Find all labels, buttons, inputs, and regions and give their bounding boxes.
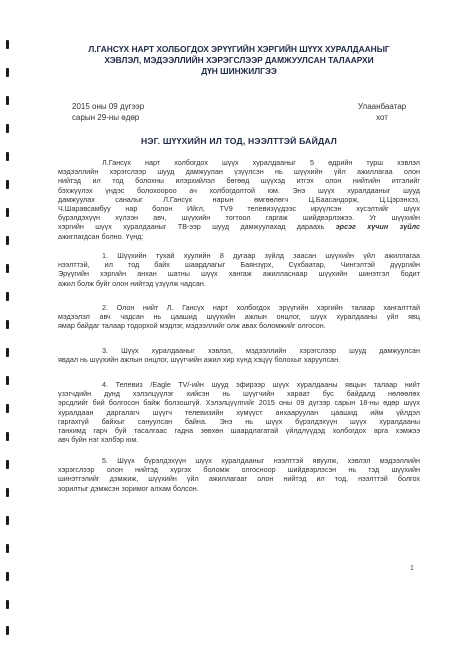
- text-line: ажил болж буйг олон нийтэд үзүүлж чадсан.: [58, 278, 206, 288]
- text-line: гаргахгүй байхыг сануулсан байна. Энэ нь шүүх бүрэлдэхүүн шүүх хуралдааны: [58, 416, 420, 426]
- binding-mark: [6, 488, 9, 497]
- text-line: Л.Гансүх нарт холбогдох шүүх хуралдааныг 5 өдрийн турш хэвлэл: [102, 158, 420, 167]
- paragraph-point-4: [58, 380, 420, 444]
- text-line: Эрүүгийн хэргийн анхан шатны шүүх хангаж ажилласнаар шүүхийн шинэтгэл бодит: [58, 269, 420, 279]
- place-line: хот: [376, 113, 388, 122]
- text-line: [58, 222, 420, 231]
- text-line: нийтэд ил тод болохны илэрхийлэл бөгөөд шүүхэд итгэх олон нийтийн итгэлийг: [58, 176, 420, 186]
- binding-mark: [6, 96, 9, 105]
- title-line: ДҮН ШИНЖИЛГЭЭ: [201, 66, 277, 76]
- paragraph-point-1: [58, 251, 420, 288]
- text-line: танхимд гарч буй тасалгаас гадна зөвхөн шаардлагатай үйлдлүүдэд холбогдох арга хэмжээ: [58, 425, 420, 435]
- binding-mark: [6, 208, 9, 217]
- binding-mark: [6, 68, 9, 77]
- binding-mark: [6, 432, 9, 441]
- text-line: зорилтыг дэмжсэн зоримог алхам болсон.: [58, 483, 199, 493]
- text-line: 2. Олон нийт Л. Гансүх нарт холбогдох эрүүгийн хэргийн талаар хангалттай: [102, 303, 420, 312]
- binding-mark: [6, 376, 9, 385]
- paragraph-point-2: [58, 303, 420, 331]
- binding-mark: [6, 124, 9, 133]
- binding-mark: [6, 320, 9, 329]
- text-line: дамжуулах саналыг Л.Гансүх нарын өмгөөлөгч Ц.Баасандорж, Ц.Цэрэнхэз,: [58, 194, 420, 204]
- binding-mark: [6, 516, 9, 525]
- text-line: 4. Телевиз /Eagle TV/-ийн шууд эфирээр шүүх хуралдааны явцын талаар нийт: [102, 380, 420, 389]
- page-number: 1: [410, 565, 414, 572]
- text-line: хуралдаан даргалагч шүүгч телевизийн хүмүүст анхааруулан цаашид ийм үйлдэл: [58, 407, 420, 417]
- binding-mark: [6, 600, 9, 609]
- text-line: нээлттэй, ил тод байх шаардлагыг Баянзүрх, Сүхбаатар, Чингэлтэй дүүргийн: [58, 260, 420, 270]
- binding-mark: [6, 264, 9, 273]
- binding-mark: [6, 572, 9, 581]
- text-line: явдал нь шүүхийн ажлын онцлог, шүүгчийн ажил хир хүнд хэцүү болохыг харуулсан.: [58, 355, 341, 365]
- document-date: [72, 101, 144, 123]
- text-span: хэргийн шүүх хуралдааныг ТВ-ээр шууд дамжуулахад дараахь: [58, 222, 325, 232]
- date-line: 2015 оны 09 дүгээр: [72, 102, 145, 111]
- binding-mark: [6, 152, 9, 161]
- document-title: [58, 44, 420, 77]
- paragraph-intro: [58, 158, 420, 241]
- text-line: авч буйн нэг хэлбэр юм.: [58, 435, 139, 445]
- binding-mark: [6, 544, 9, 553]
- text-line: бэхжүүлэх үндэс болохоороо ач холбогдолтой юм. Энэ шүүх хуралдааныг шууд: [58, 185, 420, 195]
- binding-mark: [6, 40, 9, 49]
- binding-marks: [6, 0, 12, 650]
- title-line: Л.ГАНСҮХ НАРТ ХОЛБОГДОХ ЭРҮҮГИЙН ХЭРГИЙН ШҮҮХ ХУРАЛДААНЫГ: [88, 44, 390, 54]
- text-line: ямар байдаг талаар тодорхой мэдлэг, мэдээллийг олж авах боломжийг олгосон.: [58, 321, 326, 331]
- binding-mark: [6, 404, 9, 413]
- emphasis-text: эрсэг хүчин зүйлс: [335, 222, 421, 232]
- text-line: шинэтгэлийг дэмжиж, шүүхийн үйл ажиллагааг олон нийтэд ил тод, нээлттэй болгох: [58, 474, 420, 484]
- section-title: НЭГ. ШҮҮХИЙН ИЛ ТОД, НЭЭЛТТЭЙ БАЙДАЛ: [140, 136, 338, 146]
- text-line: мэдээллийн хэрэгслээр шууд дамжуулан үзүүлсэн нь шүүхийн үйл ажиллагаа олон: [58, 167, 420, 177]
- text-line: Ч.Шаравсамбуу нар болон Ийгл, TV9 телевизүүдээс ирүүлсэн хүсэлтийг шүүх: [58, 203, 420, 213]
- paragraph-point-3: [58, 346, 420, 364]
- place-line: Улаанбаатар: [358, 102, 407, 111]
- binding-mark: [6, 626, 9, 635]
- binding-mark: [6, 460, 9, 469]
- text-line: хэрэгслээр олон нийтэд хүргэх боломж олгосноор шийдвэрлэсэн нь тэд шүүхийн: [58, 465, 420, 475]
- text-line: ажиглагдсан болно. Үүнд:: [58, 231, 144, 241]
- binding-mark: [6, 292, 9, 301]
- text-line: үзэгчдийн дунд хэлэлцүүлэг хийсэн нь шүүгчийн хараат бус байдалд нөлөөлөх: [58, 389, 420, 399]
- binding-mark: [6, 180, 9, 189]
- text-line: эрсдлийг бий болгосон байж болзошгүй. Хэлэлцүүлгийг 2015 оны 09 дүгээр сарын 18-ны өдөр шүүх: [58, 398, 420, 408]
- title-line: ХЭВЛЭЛ, МЭДЭЭЛЛИЙН ХЭРЭГСЛЭЭР ДАМЖУУЛСАН ТАЛААРХИ: [104, 55, 374, 65]
- binding-mark: [6, 348, 9, 357]
- text-line: 5. Шүүх бүрэлдэхүүн шүүх хуралдааныг нээлттэй явуулж, хэвлэл мэдээллийн: [102, 456, 420, 465]
- document-place: [358, 101, 406, 123]
- text-line: мэдээлэл авч чадсан нь цаашид шүүхийн ажлын онцлог, шүүх хуралдааны үйл явц: [58, 312, 420, 322]
- text-line: бүрэлдэхүүн хүлээн авч, шүүхийн тогтоол гаргаж шийдвэрлэжээ. Уг шүүхийн: [58, 213, 420, 223]
- paragraph-point-5: [58, 456, 420, 493]
- text-line: 1. Шүүхийн тухай хуулийн 8 дугаар зүйлд заасан шүүхийн үйл ажиллагаа: [102, 251, 420, 260]
- document-page: [58, 0, 420, 650]
- text-line: 3. Шүүх хуралдааныг хэвлэл, мэдээллийн хэрэгслээр шууд дамжуулсан: [102, 346, 420, 355]
- date-line: сарын 29-ны өдөр: [72, 113, 140, 122]
- binding-mark: [6, 236, 9, 245]
